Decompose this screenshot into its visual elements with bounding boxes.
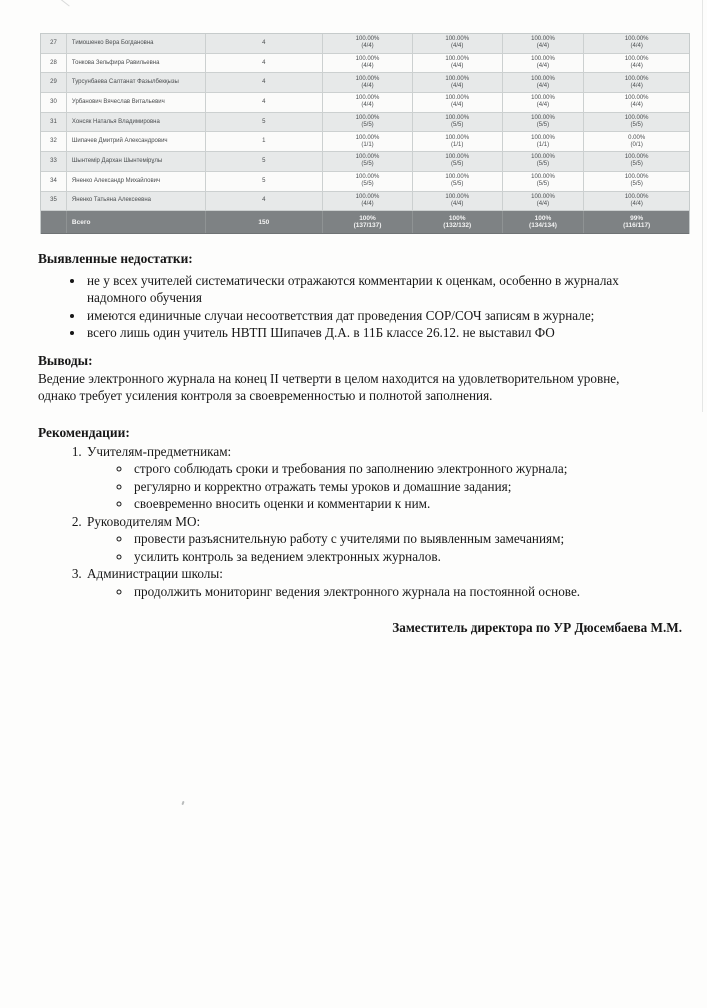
total-pct-1-frac: (137/137)	[353, 222, 382, 230]
total-pct-2-value: 100%	[448, 215, 466, 223]
defect-item: • не у всех учителей систематически отражаются комментарии к оценкам, особенно в журналах надомного обучения	[85, 272, 651, 307]
row-number: 30	[41, 93, 67, 112]
lessons-count: 4	[206, 93, 324, 112]
recommendation-group	[85, 443, 686, 513]
total-pct-3-frac: (134/134)	[529, 222, 557, 230]
recommendation-sub-list	[87, 583, 686, 601]
teacher-name: Тонкова Зельфира Равильевна	[67, 54, 206, 73]
lessons-count: 4	[206, 73, 324, 92]
teacher-name: Урбанович Вячеслав Витальевич	[67, 93, 206, 112]
pct-cell-4: 100.00% (4/4)	[624, 75, 649, 89]
section-defects	[38, 250, 686, 342]
recommendation-item: ◦ строго соблюдать сроки и требования по заполнению электронного журнала;	[132, 460, 686, 478]
table-row	[41, 192, 689, 212]
recommendation-item: ◦ усилить контроль за ведением электронных журналов.	[132, 548, 686, 566]
pct-cell-1: 100.00% (4/4)	[323, 192, 413, 211]
pct-cell-1: 100.00% (5/5)	[323, 172, 413, 191]
recommendation-item: ◦ своевременно вносить оценки и комментарии к ним.	[132, 495, 686, 513]
row-number: 33	[41, 152, 67, 171]
recommendation-group-title: Руководителям МО:	[87, 513, 201, 529]
pct-cell-2: 100.00% (4/4)	[413, 192, 503, 211]
recommendation-group-title: Учителям-предметникам:	[87, 443, 232, 459]
lessons-count: 5	[206, 172, 324, 191]
recommendation-item: ◦ регулярно и корректно отражать темы уроков и домашние задания;	[132, 478, 686, 496]
pct-cell-2: 100.00% (5/5)	[413, 172, 503, 191]
table-row	[41, 152, 689, 172]
pct-cell-4: 100.00% (5/5)	[624, 174, 649, 188]
pct-cell-1: 100.00% (5/5)	[323, 152, 413, 171]
pct-cell-1: 100.00% (4/4)	[323, 54, 413, 73]
total-pct-3-value: 100%	[534, 215, 552, 223]
recommendation-sub-list	[87, 530, 686, 565]
table-row	[41, 172, 689, 192]
table-row	[41, 73, 689, 93]
row-number: 35	[41, 192, 67, 211]
section-conclusions	[38, 352, 686, 405]
defect-item: • всего лишь один учитель НВТП Шипачев Д.А. в 11Б классе 26.12. не выставил ФО	[85, 324, 651, 342]
conclusions-body: Ведение электронного журнала на конец II четверти в целом находится на удовлетворительном уровне, однако требует усиления контроля за своевременностью и полнотой заполнения.	[38, 370, 620, 403]
pct-cell-3: 100.00% (4/4)	[503, 73, 585, 92]
total-pct-1-value: 100%	[359, 215, 376, 223]
pct-cell-3: 100.00% (1/1)	[503, 132, 585, 151]
pct-cell-2: 100.00% (5/5)	[413, 113, 503, 132]
pct-cell-1: 100.00% (4/4)	[323, 93, 413, 112]
journal-monitoring-table	[40, 33, 690, 234]
recommendation-group	[85, 565, 686, 600]
total-pct-2	[413, 211, 503, 233]
teacher-name: Яненко Александр Михайлович	[67, 172, 206, 191]
recommendations-title: Рекомендации:	[38, 425, 130, 440]
recommendation-group	[85, 513, 686, 566]
table-total-row	[41, 211, 689, 234]
pct-cell-2: 100.00% (1/1)	[413, 132, 503, 151]
lessons-count: 4	[206, 54, 324, 73]
recommendations-list	[38, 443, 686, 601]
scan-artifact-speck	[181, 801, 184, 805]
lessons-count: 5	[206, 152, 324, 171]
total-pct-1	[323, 211, 413, 233]
pct-cell-3: 100.00% (4/4)	[503, 54, 585, 73]
teacher-name: Шипачев Дмитрий Александрович	[67, 132, 206, 151]
row-number: 32	[41, 132, 67, 151]
pct-cell-2: 100.00% (4/4)	[413, 54, 503, 73]
pct-cell-1: 100.00% (4/4)	[323, 34, 413, 53]
total-label: Всего	[67, 211, 206, 233]
pct-cell-3: 100.00% (4/4)	[503, 192, 585, 211]
table-row	[41, 113, 689, 133]
pct-cell-2: 100.00% (4/4)	[413, 73, 503, 92]
teacher-name: Турсунбаева Салтанат Фазылбекқызы	[67, 73, 206, 92]
teacher-name: Хонсяк Наталья Владимировна	[67, 113, 206, 132]
table-row	[41, 34, 689, 54]
total-pct-3	[503, 211, 585, 233]
pct-cell-1: 100.00% (4/4)	[323, 73, 413, 92]
row-number: 29	[41, 73, 67, 92]
pct-cell-4: 0.00% (0/1)	[628, 134, 646, 148]
teacher-name: Шынтемір Дархан Шынтемірұлы	[67, 152, 206, 171]
teacher-name: Тимошенко Вера Богдановна	[67, 34, 206, 53]
recommendation-item: ◦ продолжить мониторинг ведения электронного журнала на постоянной основе.	[132, 583, 686, 601]
defects-list	[38, 272, 686, 342]
pct-cell-4: 100.00% (5/5)	[624, 115, 649, 129]
scan-artifact-slash	[57, 0, 69, 7]
pct-cell-4: 100.00% (5/5)	[624, 154, 649, 168]
lessons-count: 4	[206, 34, 324, 53]
total-count: 150	[206, 211, 324, 233]
total-pct-2-frac: (132/132)	[443, 222, 472, 230]
pct-cell-4: 100.00% (4/4)	[624, 193, 649, 207]
pct-cell-3: 100.00% (4/4)	[503, 34, 585, 53]
total-pct-4	[584, 211, 689, 233]
table-row	[41, 132, 689, 152]
total-number-cell	[41, 211, 67, 233]
table-row	[41, 93, 689, 113]
total-pct-4-frac: (116/117)	[623, 222, 651, 230]
section-recommendations	[38, 424, 686, 600]
signature-line: Заместитель директора по УР Дюсембаева М.М.	[392, 620, 682, 635]
teacher-name: Яненко Татьяна Алексеевна	[67, 192, 206, 211]
total-pct-4-value: 99%	[630, 215, 644, 223]
recommendation-group-title: Администрации школы:	[87, 566, 223, 581]
recommendation-item: ◦ провести разъяснительную работу с учителями по выявленным замечаниям;	[132, 530, 686, 548]
recommendation-sub-list	[87, 460, 686, 513]
defect-item: • имеются единичные случаи несоответствия дат проведения СОР/СОЧ записям в журнале;	[85, 307, 651, 325]
pct-cell-2: 100.00% (4/4)	[413, 34, 503, 53]
lessons-count: 5	[206, 113, 324, 132]
row-number: 27	[41, 34, 67, 53]
conclusions-title: Выводы:	[38, 353, 93, 368]
lessons-count: 1	[206, 132, 324, 151]
row-number: 28	[41, 54, 67, 73]
row-number: 31	[41, 113, 67, 132]
pct-cell-1: 100.00% (1/1)	[323, 132, 413, 151]
pct-cell-4: 100.00% (4/4)	[624, 36, 649, 50]
pct-cell-3: 100.00% (5/5)	[503, 172, 585, 191]
table-body	[41, 34, 689, 211]
pct-cell-1: 100.00% (5/5)	[323, 113, 413, 132]
scan-edge-shadow	[702, 0, 703, 412]
pct-cell-2: 100.00% (4/4)	[413, 93, 503, 112]
pct-cell-4: 100.00% (4/4)	[624, 95, 649, 109]
pct-cell-3: 100.00% (5/5)	[503, 113, 585, 132]
defects-title: Выявленные недостатки:	[38, 251, 193, 266]
row-number: 34	[41, 172, 67, 191]
pct-cell-2: 100.00% (5/5)	[413, 152, 503, 171]
table-row	[41, 54, 689, 74]
pct-cell-4: 100.00% (4/4)	[624, 56, 649, 70]
pct-cell-3: 100.00% (4/4)	[503, 93, 585, 112]
pct-cell-3: 100.00% (5/5)	[503, 152, 585, 171]
lessons-count: 4	[206, 192, 324, 211]
